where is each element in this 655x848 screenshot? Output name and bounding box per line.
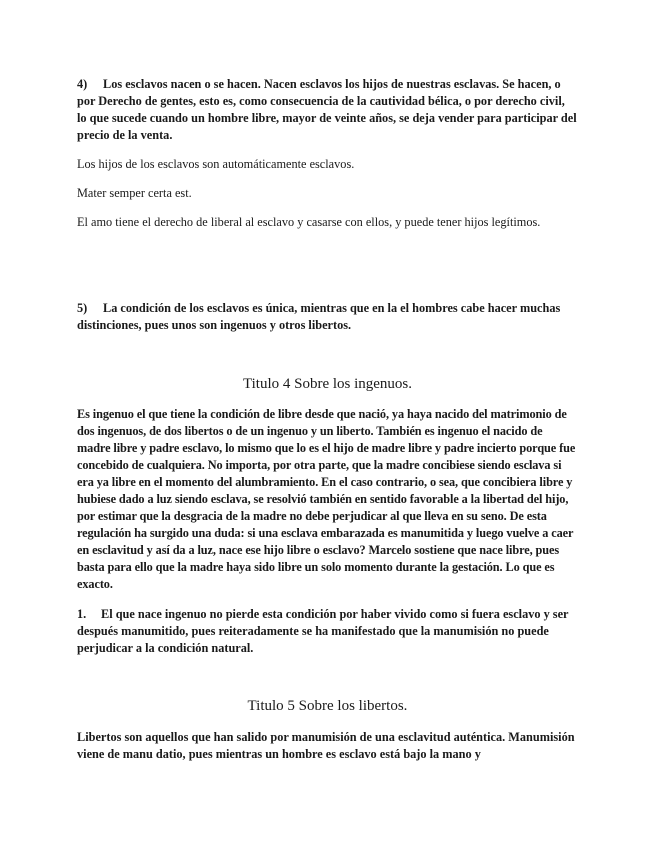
titulo-5-paragraph: Libertos son aquellos que han salido por manumisión de una esclavitud auténtica. Manumisión viene de manu datio, pues mientras un hombre es esclavo está bajo la mano y — [77, 730, 575, 761]
item-1-number: 1. — [77, 607, 87, 621]
note-master-rights: El amo tiene el derecho de liberal al esclavo y casarse con ellos, y puede tener hijos legítimos. — [77, 215, 541, 229]
note-slaves-children: Los hijos de los esclavos son automáticamente esclavos. — [77, 157, 355, 171]
titulo-4-heading: Titulo 4 Sobre los ingenuos. — [242, 376, 413, 392]
item-1-text: El que nace ingenuo no pierde esta condición por haber vivido como si fuera esclavo y ser después manumitido, pues reiteradamente se ha manifestado que la manumisión no puede perjudicar a la condición natural. — [77, 607, 569, 655]
section-5-number: 5) — [77, 301, 88, 315]
titulo-5-heading: Titulo 5 Sobre los libertos. — [247, 698, 408, 714]
section-5-text: La condición de los esclavos es única, mientras que en la el hombres cabe hacer muchas distinciones, pues unos son ingenuos y otros libertos. — [77, 301, 561, 332]
section-4-text: Los esclavos nacen o se hacen. Nacen esclavos los hijos de nuestras esclavas. Se hacen, o por Derecho de gentes, esto es, como consecuencia de la cautividad bélica, o por derecho civil, lo que sucede cuando un hombre libre, mayor de veinte años, se deja vender para participar del precio de la venta. — [77, 77, 577, 142]
note-mater-semper: Mater semper certa est. — [77, 186, 192, 200]
titulo-4-paragraph: Es ingenuo el que tiene la condición de libre desde que nació, ya haya nacido del matrimonio de dos ingenuos, de dos libertos o de un ingenuo y un liberto. También es ingenuo el nacido de madre libre y padre esclavo, lo mismo que lo es el hijo de madre libre y padre incierto porque fue concebido de cualquiera. No importa, por otra parte, que la madre concibiese siendo esclava si era ya libre en el momento del alumbramiento. En el caso contrario, o sea, que concibiera libre y hubiese dado a luz siendo esclava, se resolvió también en sentido favorable a la libertad del hijo, por estimar que la desgracia de la madre no debe perjudicar al que lleva en su seno. De esta regulación ha surgido una duda: si una esclava embarazada es manumitida y luego vuelve a caer en esclavitud y así da a luz, nace ese hijo libre o esclavo? Marcelo sostiene que nace libre, pues basta para ello que la madre haya sido libre un solo momento durante la gestación. Lo que es exacto. — [77, 407, 576, 591]
section-4-number: 4) — [77, 77, 88, 91]
section-5-paragraph — [77, 300, 577, 334]
section-4-paragraph — [77, 76, 577, 144]
titulo-4-item-1 — [77, 606, 577, 657]
